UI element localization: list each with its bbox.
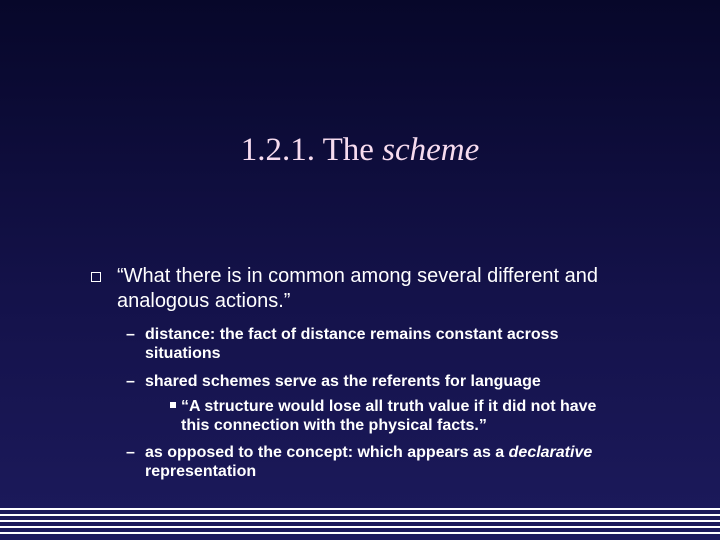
footer-stripe (0, 508, 720, 510)
title-italic: scheme (382, 132, 480, 168)
sub-point-shared-schemes: shared schemes serve as the referents for language (145, 373, 541, 390)
main-point: “What there is in common among several different and analogous actions.” (117, 265, 598, 312)
sub-sub-point-quote: “A structure would lose all truth value if it did not have this connection with the physical facts.” (181, 398, 597, 434)
filled-square-bullet-icon (170, 402, 176, 408)
footer-stripes (0, 508, 720, 538)
title-prefix: 1.2.1. The (240, 132, 383, 168)
concept-text-italic: declarative (508, 444, 593, 461)
sub-point-concept (145, 443, 625, 481)
footer-stripe (0, 520, 720, 522)
dash-bullet-3: – (126, 444, 135, 461)
dash-bullet-1: – (126, 326, 135, 343)
concept-text-suffix: representation (145, 463, 257, 480)
footer-stripe (0, 514, 720, 516)
slide-title (0, 128, 720, 172)
concept-text-prefix: as opposed to the concept: which appears as a (145, 444, 509, 461)
footer-stripe (0, 532, 720, 534)
sub-point-distance: distance: the fact of distance remains constant across situations (145, 326, 559, 362)
hollow-square-bullet-icon (91, 272, 101, 282)
dash-bullet-2: – (126, 373, 135, 390)
footer-stripe (0, 526, 720, 528)
